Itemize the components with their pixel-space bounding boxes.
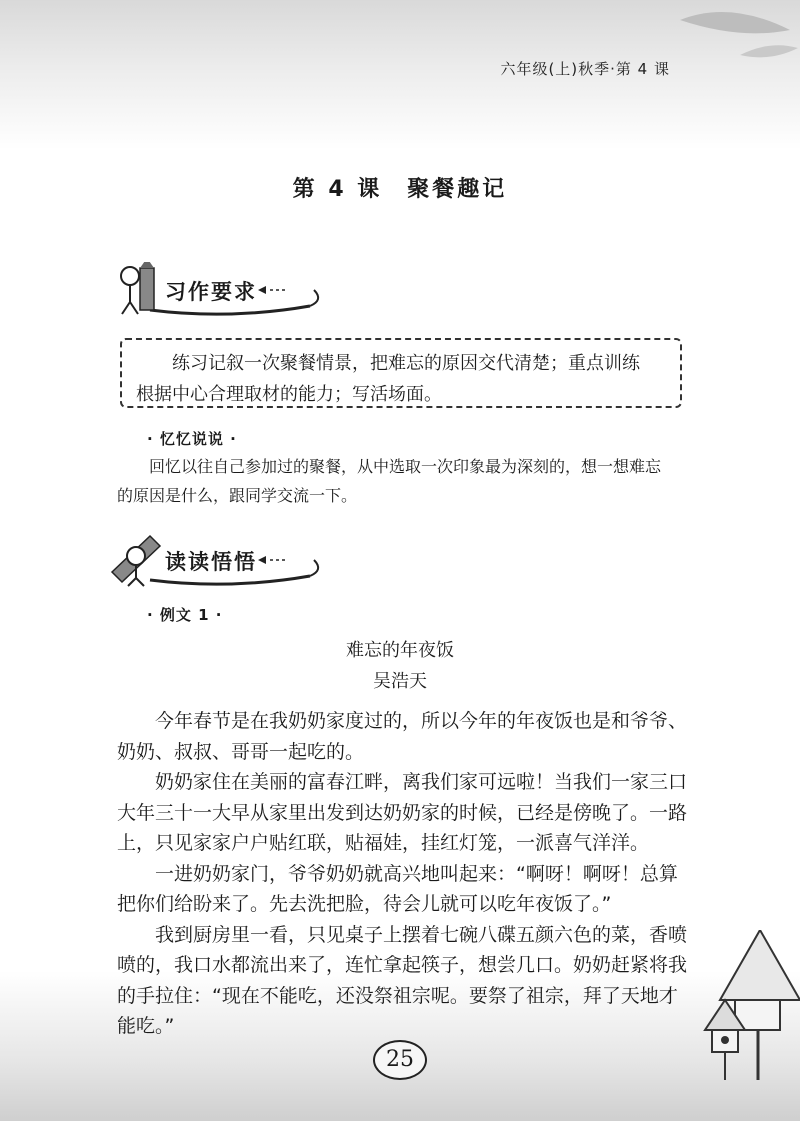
story-paragraph: 一进奶奶家门，爷爷奶奶就高兴地叫起来：“啊呀！啊呀！总算把你们给盼来了。先去洗把脸，待会儿就可以吃年夜饭了。”: [117, 862, 678, 915]
section-header-reading: [110, 532, 330, 588]
recall-line-1: 回忆以往自己参加过的聚餐，从中选取一次印象最为深刻的，想一想难忘: [149, 457, 662, 476]
example-heading: · 例文 1 ·: [147, 606, 223, 624]
story-paragraph: 奶奶家住在美丽的富春江畔，离我们家可远啦！当我们一家三口大年三十一大早从家里出发到达奶奶家的时候，已经是傍晚了。一路上，只见家家户户贴红联，贴福娃，挂红灯笼，一派喜气洋洋。: [117, 771, 688, 854]
recall-line-2: 的原因是什么，跟同学交流一下。: [117, 486, 358, 505]
section-header-writing-requirements: [110, 262, 330, 318]
recall-paragraph: [117, 452, 687, 510]
section-title: 读读悟悟: [165, 550, 257, 574]
requirement-box: [120, 338, 682, 408]
story-author: 吴浩天: [373, 671, 427, 692]
birdhouse-icon: [690, 930, 800, 1080]
section-title: 习作要求: [165, 280, 257, 304]
story-paragraph: 今年春节是在我奶奶家度过的，所以今年的年夜饭也是和爷爷、奶奶、叔叔、哥哥一起吃的。: [117, 710, 688, 763]
page-header: 六年级(上)秋季·第 4 课: [500, 60, 670, 78]
requirement-text: 练习记叙一次聚餐情景，把难忘的原因交代清楚；重点训练: [172, 353, 640, 374]
requirement-text-line2: 根据中心合理取材的能力；写活场面。: [136, 384, 442, 405]
story-body: [117, 706, 687, 1042]
page-number: 25: [373, 1040, 427, 1080]
story-paragraph: 我到厨房里一看，只见桌子上摆着七碗八碟五颜六色的菜，香喷喷的，我口水都流出来了，连忙拿起筷子，想尝几口。奶奶赶紧将我的手拉住：“现在不能吃，还没祭祖宗呢。要祭了祖宗，拜了天地才能吃。”: [117, 923, 688, 1037]
story-title: 难忘的年夜饭: [346, 640, 454, 661]
recall-heading: · 忆忆说说 ·: [147, 430, 237, 448]
lesson-title: 第 4 课 聚餐趣记: [292, 177, 508, 202]
